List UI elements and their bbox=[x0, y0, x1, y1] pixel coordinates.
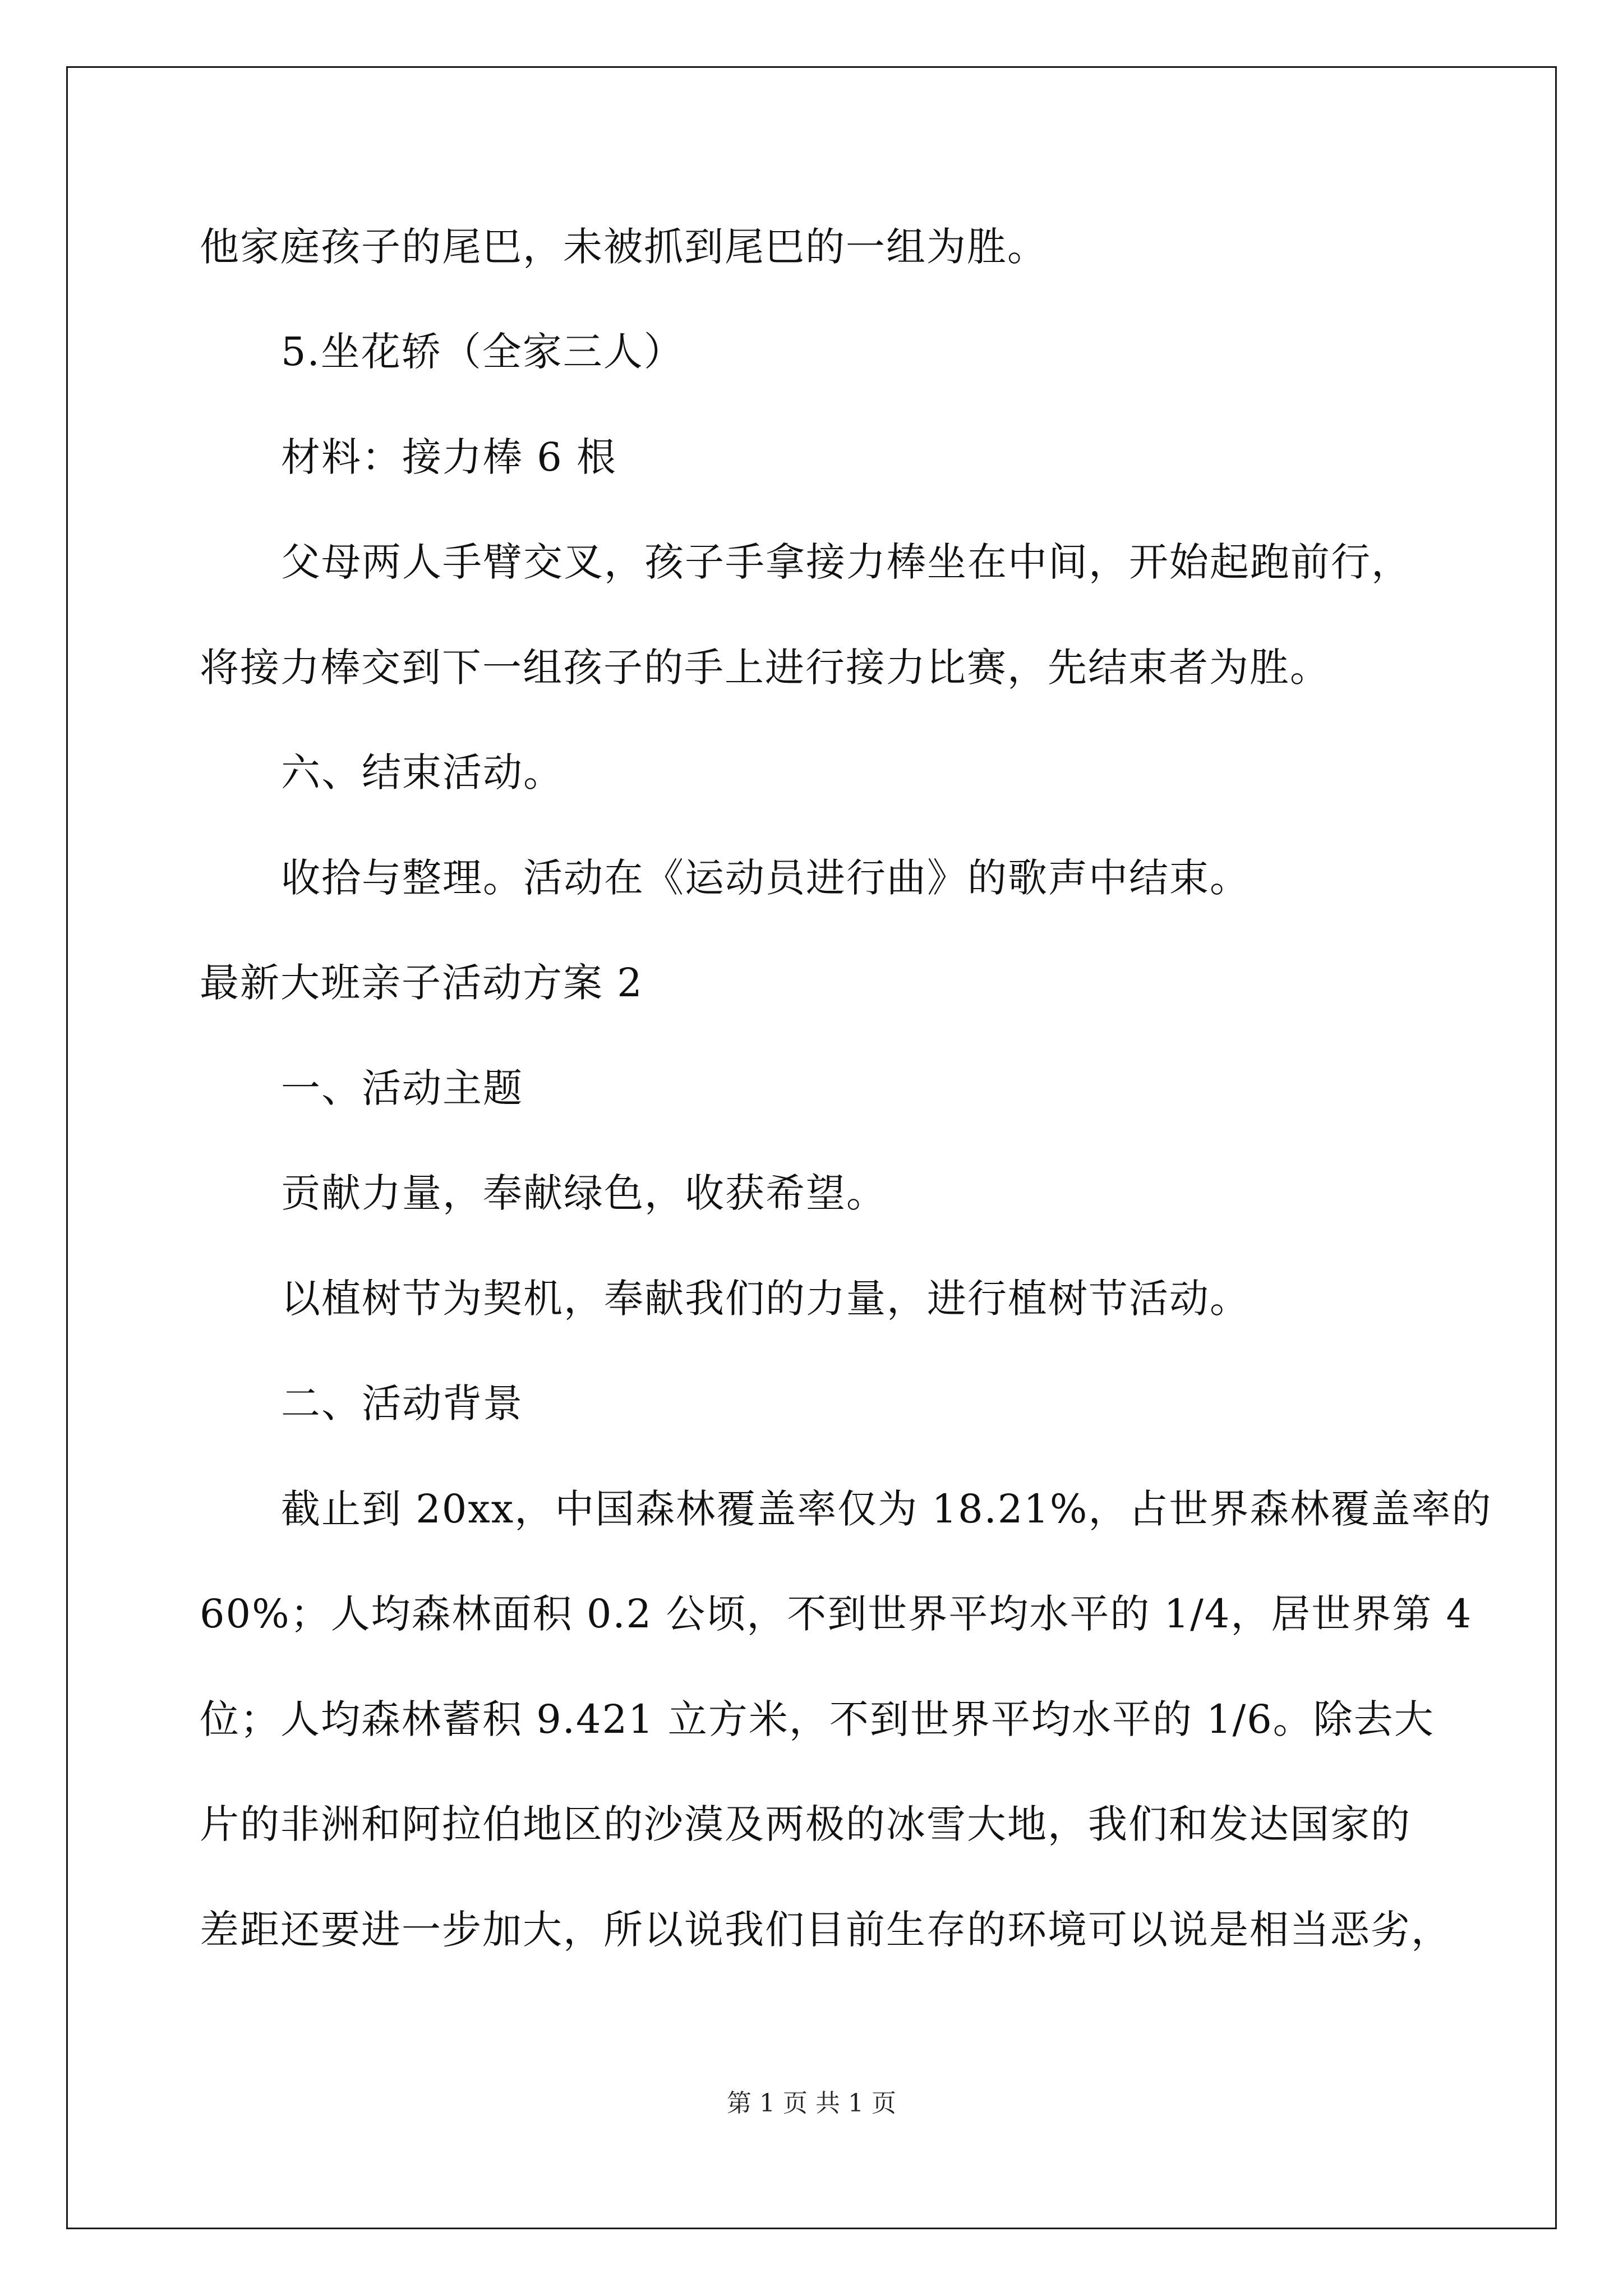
page-footer: 第 1 页 共 1 页 bbox=[727, 2089, 896, 2118]
document-subtitle: 最新大班亲子活动方案 2 bbox=[200, 960, 643, 1006]
paragraph-line-14: 60%；人均森林面积 0.2 公顷，不到世界平均水平的 1/4，居世界第 4 bbox=[200, 1591, 1473, 1637]
section-heading-zuo-hua-jiao: 5.坐花轿（全家三人） bbox=[281, 329, 684, 375]
paragraph-line-5: 将接力棒交到下一组孩子的手上进行接力比赛，先结束者为胜。 bbox=[200, 645, 1330, 691]
paragraph-line-4: 父母两人手臂交叉，孩子手拿接力棒坐在中间，开始起跑前行， bbox=[281, 539, 1412, 585]
paragraph-line-11: 以植树节为契机，奉献我们的力量，进行植树节活动。 bbox=[281, 1276, 1250, 1322]
paragraph-line-1: 他家庭孩子的尾巴，未被抓到尾巴的一组为胜。 bbox=[200, 224, 1048, 270]
materials-line: 材料：接力棒 6 根 bbox=[281, 434, 617, 480]
paragraph-line-13: 截止到 20xx，中国森林覆盖率仅为 18.21%，占世界森林覆盖率的 bbox=[281, 1486, 1492, 1532]
section-heading-background: 二、活动背景 bbox=[281, 1381, 523, 1427]
paragraph-line-17: 差距还要进一步加大，所以说我们目前生存的环境可以说是相当恶劣， bbox=[200, 1907, 1451, 1953]
paragraph-line-16: 片的非洲和阿拉伯地区的沙漠及两极的冰雪大地，我们和发达国家的 bbox=[200, 1801, 1411, 1847]
paragraph-line-10: 贡献力量，奉献绿色，收获希望。 bbox=[281, 1170, 887, 1216]
section-heading-end-activity: 六、结束活动。 bbox=[281, 749, 564, 795]
paragraph-line-7: 收拾与整理。活动在《运动员进行曲》的歌声中结束。 bbox=[281, 855, 1250, 901]
section-heading-theme: 一、活动主题 bbox=[281, 1065, 523, 1111]
paragraph-line-15: 位；人均森林蓄积 9.421 立方米，不到世界平均水平的 1/6。除去大 bbox=[200, 1696, 1435, 1742]
